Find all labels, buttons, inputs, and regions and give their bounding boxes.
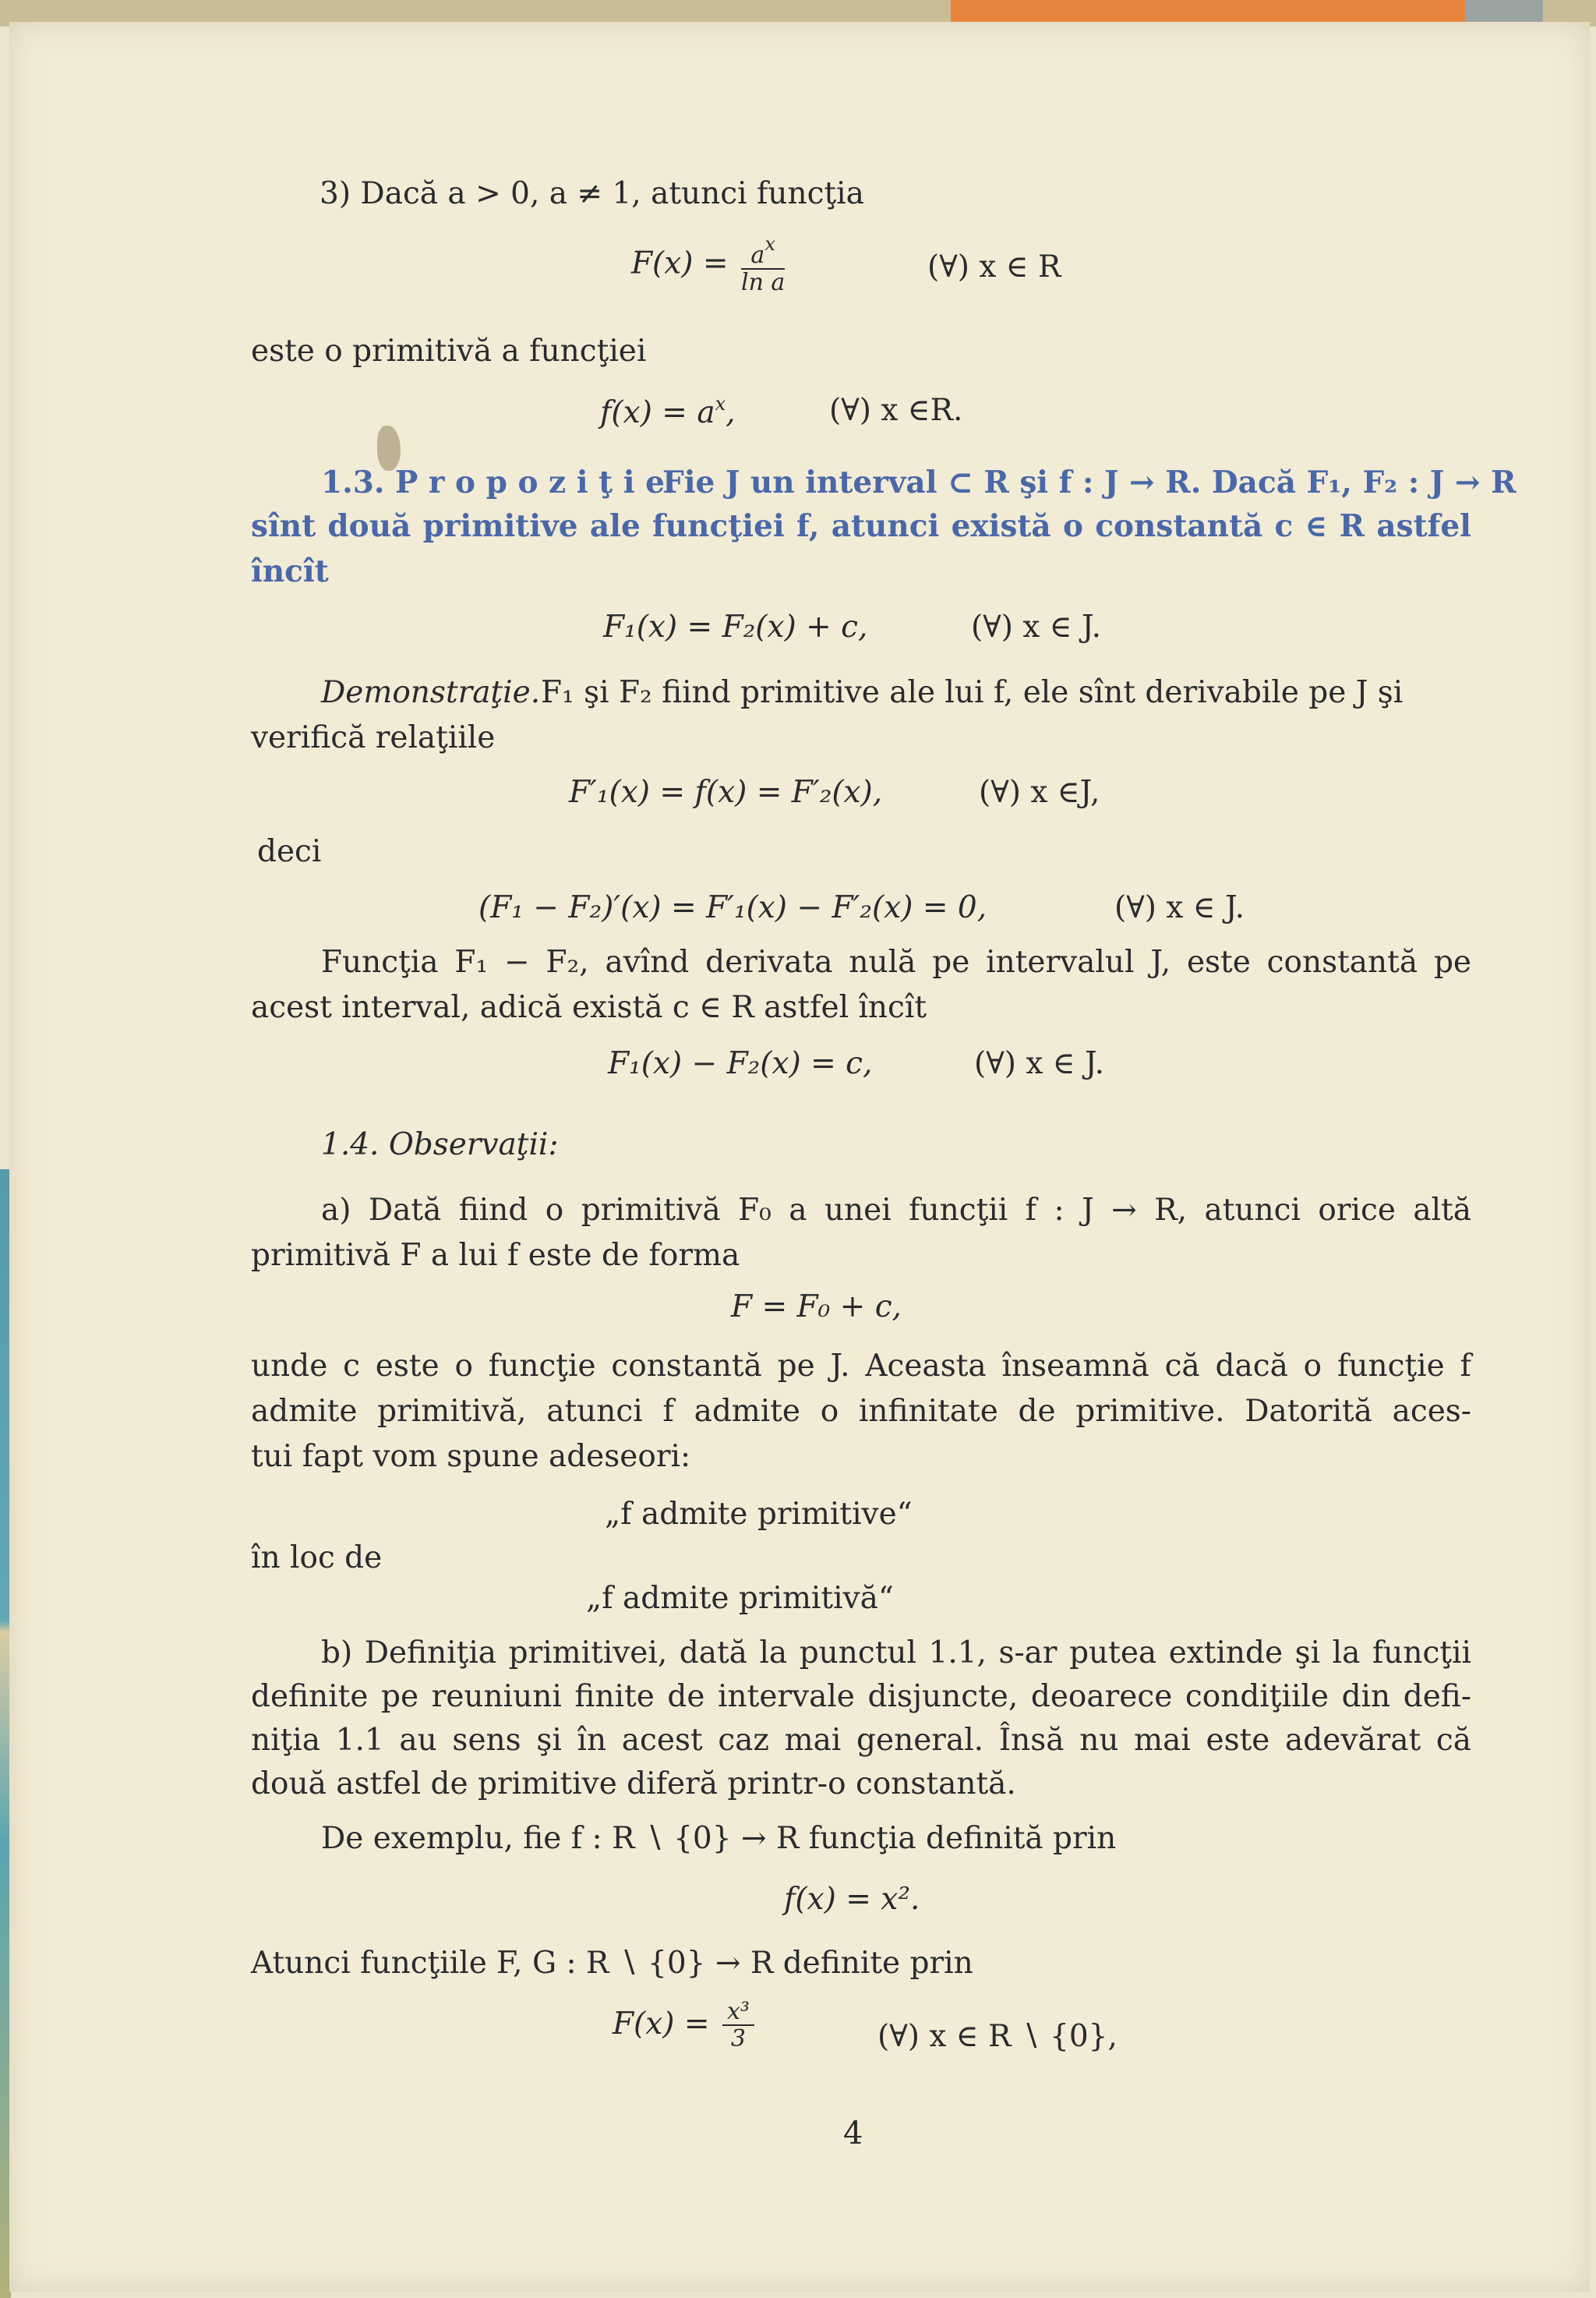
- text-line-primitive: este o primitivă a funcţiei: [251, 334, 647, 369]
- formula-f-ax-quantifier: (∀) x ∈R.: [829, 393, 963, 428]
- atunci-line: Atunci funcţiile F, G : R ∖ {0} → R definite prin: [251, 1946, 973, 1981]
- equation-derivatives: F′₁(x) = f(x) = F′₂(x),: [569, 775, 883, 810]
- observation-a-line-3: unde c este o funcţie constantă pe J. Aceasta înseamnă că dacă o funcţie f: [251, 1349, 1471, 1384]
- equation-F1-F2-c: F₁(x) = F₂(x) + c,: [603, 610, 868, 645]
- fraction-x3-over-3: [722, 1999, 754, 2053]
- equation-F1-minus-F2: F₁(x) − F₂(x) = c,: [608, 1046, 873, 1081]
- fraction-denominator: ln a: [740, 269, 786, 296]
- fraction-x3-denominator: 3: [730, 2025, 746, 2052]
- observation-a-line-5: tui fapt vom spune adeseori:: [251, 1439, 691, 1474]
- formula-F-ax: [631, 234, 788, 297]
- proposition-line-3: încît: [251, 553, 329, 589]
- demonstration-label: Demonstraţie.: [321, 675, 541, 710]
- formula-f-ax-lhs: f(x) = a: [600, 395, 715, 430]
- proposition-line-1: Fie J un interval ⊂ R şi f : J → R. Dacă F₁, F₂ : J → R: [662, 465, 1517, 500]
- fraction-numerator: a: [750, 242, 765, 269]
- demonstration-line-2: verifică relaţiile: [251, 720, 496, 755]
- proposition-heading: 1.3. P r o p o z i ţ i e.: [321, 465, 676, 500]
- equation-difference-derivative-quantifier: (∀) x ∈ J.: [1114, 890, 1245, 925]
- fraction-x3-numerator: x³: [722, 1999, 754, 2026]
- fraction-ax-over-lna: [741, 234, 785, 297]
- formula-F-x3-quantifier: (∀) x ∈ R ∖ {0},: [877, 2019, 1118, 2054]
- equation-F1-F2-c-quantifier: (∀) x ∈ J.: [971, 610, 1102, 645]
- function-line-1: Funcţia F₁ − F₂, avînd derivata nulă pe intervalul J, este constantă pe: [321, 945, 1471, 980]
- formula-f-ax: $f(x) = a^x$,: [600, 393, 736, 430]
- equation-difference-derivative: (F₁ − F₂)′(x) = F′₁(x) − F′₂(x) = 0,: [478, 890, 987, 925]
- equation-derivatives-quantifier: (∀) x ∈J,: [979, 775, 1100, 810]
- formula-F-x3-lhs: F(x) =: [613, 2006, 710, 2042]
- observations-heading: 1.4. Observaţii:: [321, 1127, 559, 1162]
- observation-b-line-2: definite pe reuniuni finite de intervale disjuncte, deoarece condiţiile din defi-: [251, 1679, 1471, 1714]
- equation-F1-minus-F2-quantifier: (∀) x ∈ J.: [974, 1046, 1105, 1081]
- observation-b-line-4: două astfel de primitive diferă printr-o constantă.: [251, 1766, 1016, 1801]
- formula-f-ax-exponent: x: [715, 393, 726, 415]
- observation-b-line-3: niţia 1.1 au sens şi în acest caz mai general. Însă nu mai este adevărat că: [251, 1723, 1471, 1758]
- observation-a-line-2: primitivă F a lui f este de forma: [251, 1238, 740, 1273]
- demonstration-line-1: F₁ şi F₂ fiind primitive ale lui f, ele sînt derivabile pe J şi: [541, 675, 1404, 710]
- quote-admite-primitive: „f admite primitive“: [605, 1497, 913, 1532]
- fraction-numerator-exponent: x: [764, 233, 775, 255]
- formula-lhs: F(x) =: [631, 246, 729, 281]
- example-line: De exemplu, fie f : R ∖ {0} → R funcţia definită prin: [321, 1821, 1117, 1856]
- page-number: 4: [843, 2116, 863, 2151]
- item3-intro: 3) Dacă a > 0, a ≠ 1, atunci funcţia: [320, 176, 864, 211]
- equation-F-F0-c: F = F₀ + c,: [731, 1289, 902, 1324]
- function-line-2: acest interval, adică există c ∈ R astfel încît: [251, 990, 927, 1025]
- quote-admite-primitiva: „f admite primitivă“: [586, 1581, 894, 1616]
- observation-a-line-1: a) Dată fiind o primitivă F₀ a unei funcţii f : J → R, atunci orice altă: [321, 1193, 1471, 1228]
- text-in-loc-de: în loc de: [251, 1540, 383, 1575]
- formula-F-ax-quantifier: (∀) x ∈ R: [927, 249, 1061, 285]
- observation-a-line-4: admite primitivă, atunci f admite o infinitate de primitive. Datorită aces-: [251, 1394, 1471, 1429]
- word-deci: deci: [257, 834, 322, 869]
- formula-F-x3: [613, 1999, 757, 2053]
- observation-b-line-1: b) Definiţia primitivei, dată la punctul 1.1, s-ar putea extinde şi la funcţii: [321, 1635, 1471, 1670]
- equation-f-x2: f(x) = x².: [784, 1882, 920, 1917]
- proposition-line-2: sînt două primitive ale funcţiei f, atunci există o constantă c ∈ R astfel: [251, 508, 1471, 544]
